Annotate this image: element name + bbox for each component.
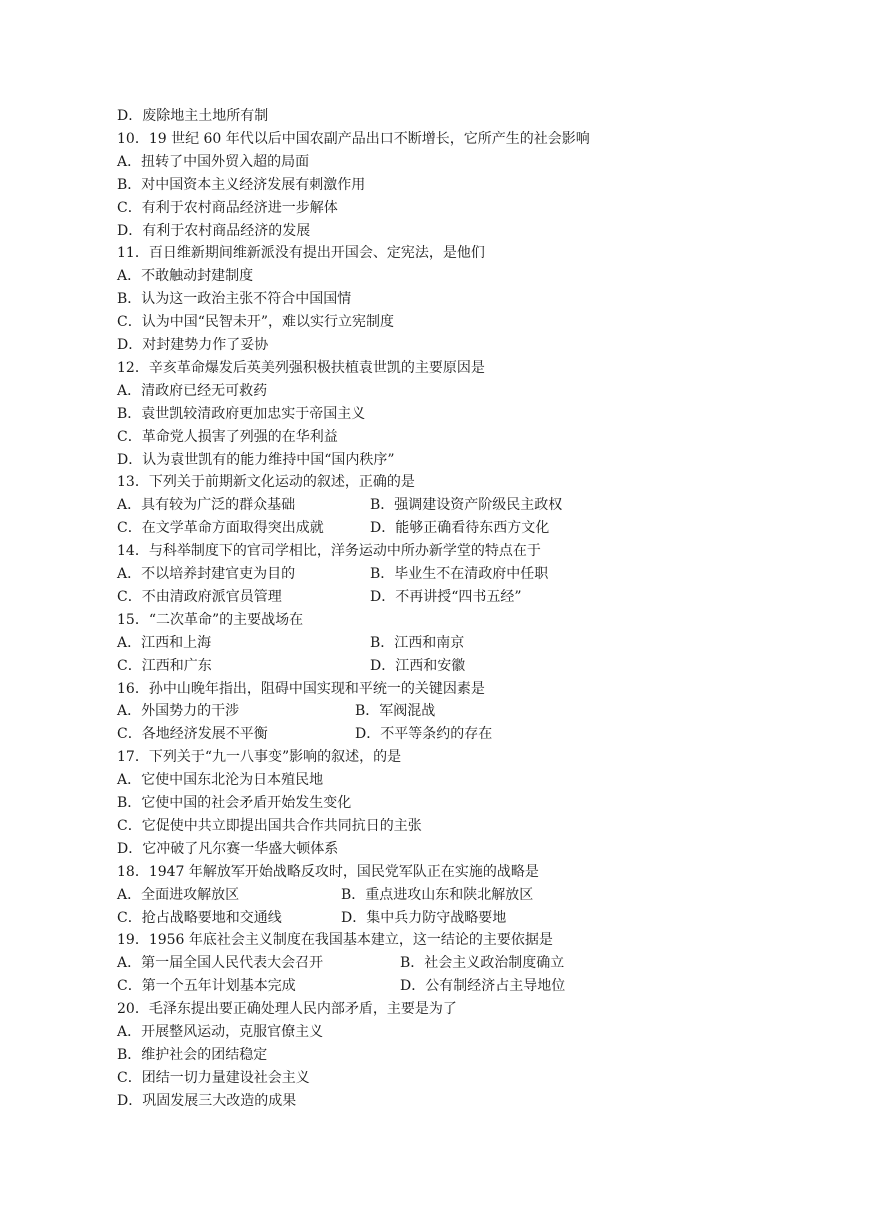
line-text: B．对中国资本主义经济发展有刺激作用 bbox=[117, 176, 366, 193]
text-line bbox=[117, 1067, 310, 1089]
line-text: C．认为中国“民智未开”，难以实行立宪制度 bbox=[117, 314, 395, 331]
line-text: D．认为袁世凯有的能力维持中国“国内秩序” bbox=[117, 451, 395, 468]
text-line bbox=[117, 746, 401, 768]
line-text: C．不由清政府派官员管理 bbox=[117, 588, 282, 605]
line-text: A．开展整风运动，克服官僚主义 bbox=[117, 1024, 324, 1040]
line-text: B．袁世凯较清政府更加忠实于帝国主义 bbox=[117, 405, 366, 422]
text-line bbox=[117, 265, 253, 287]
text-line bbox=[117, 678, 485, 700]
line-text: C．第一个五年计划基本完成 bbox=[117, 978, 296, 995]
line-text: 13．下列关于前期新文化运动的叙述，正确的是 bbox=[117, 474, 415, 491]
text-line bbox=[117, 632, 465, 654]
option-second-column: D．公有制经济占主导地位 bbox=[400, 978, 566, 995]
text-line bbox=[117, 929, 553, 951]
line-text: C．在文学革命方面取得突出成就 bbox=[117, 520, 324, 537]
text-line bbox=[117, 655, 466, 677]
line-text: B．维护社会的团结稳定 bbox=[117, 1046, 268, 1063]
text-line bbox=[117, 609, 303, 631]
text-line bbox=[117, 975, 566, 997]
text-line bbox=[117, 723, 493, 745]
line-text: A．它使中国东北沦为日本殖民地 bbox=[117, 772, 324, 789]
text-line bbox=[117, 792, 351, 814]
line-text: A．外国势力的干涉 bbox=[117, 703, 240, 720]
line-text: 19．1956 年底社会主义制度在我国基本建立，这一结论的主要依据是 bbox=[117, 932, 553, 949]
line-text: C．团结一切力量建设社会主义 bbox=[117, 1069, 310, 1086]
line-text: 18．1947 年解放军开始战略反攻时，国民党军队正在实施的战略是 bbox=[117, 863, 539, 880]
line-text: 10．19 世纪 60 年代以后中国农副产品出口不断增长，它所产生的社会影响 bbox=[117, 130, 590, 147]
line-text: A．不以培养封建官吏为目的 bbox=[117, 566, 296, 582]
text-line bbox=[117, 838, 338, 860]
text-line bbox=[117, 197, 338, 219]
line-text: C．江西和广东 bbox=[117, 657, 212, 674]
line-text: D．对封建势力作了妥协 bbox=[117, 337, 269, 353]
line-text: 15．“二次革命”的主要战场在 bbox=[117, 611, 304, 628]
text-line bbox=[117, 586, 522, 608]
option-second-column: B．江西和南京 bbox=[370, 634, 465, 651]
text-line bbox=[117, 769, 323, 791]
line-text: C．抢占战略要地和交通线 bbox=[117, 909, 282, 926]
line-text: A．清政府已经无可救药 bbox=[117, 382, 268, 399]
text-line bbox=[117, 426, 338, 448]
option-second-column: D．江西和安徽 bbox=[370, 657, 466, 674]
line-text: D．巩固发展三大改造的成果 bbox=[117, 1092, 297, 1109]
line-text: B．它使中国的社会矛盾开始发生变化 bbox=[117, 795, 352, 811]
line-text: D．它冲破了凡尔赛一华盛大顿体系 bbox=[117, 840, 339, 857]
line-text: A．江西和上海 bbox=[117, 634, 212, 651]
text-line bbox=[117, 907, 507, 929]
text-line bbox=[117, 403, 365, 425]
line-text: 11．百日维新期间维新派没有提出开国会、定宪法，是他们 bbox=[117, 245, 485, 262]
line-text: 17．下列关于“九一八事变”影响的叙述，的是 bbox=[117, 749, 402, 766]
text-line bbox=[117, 174, 365, 196]
line-text: 12．辛亥革命爆发后英美列强积极扶植袁世凯的主要原因是 bbox=[117, 359, 485, 376]
option-second-column: D．不再讲授“四书五经” bbox=[370, 588, 522, 605]
line-text: D．废除地主土地所有制 bbox=[117, 108, 269, 124]
option-second-column: D．集中兵力防守战略要地 bbox=[341, 909, 507, 926]
option-second-column: B．社会主义政治制度确立 bbox=[400, 955, 565, 972]
text-line bbox=[117, 700, 436, 722]
line-text: A．不敢触动封建制度 bbox=[117, 268, 254, 285]
text-line bbox=[117, 471, 415, 493]
option-second-column: D．不平等条约的存在 bbox=[355, 726, 493, 743]
line-text: 20．毛泽东提出要正确处理人民内部矛盾，主要是为了 bbox=[117, 1001, 457, 1018]
line-text: 16．孙中山晚年指出，阻碍中国实现和平统一的关键因素是 bbox=[117, 680, 485, 697]
text-line bbox=[117, 494, 563, 516]
line-text: A．具有较为广泛的群众基础 bbox=[117, 497, 296, 514]
line-text: D．有利于农村商品经济的发展 bbox=[117, 222, 311, 239]
text-line bbox=[117, 449, 395, 471]
line-text: A．全面进攻解放区 bbox=[117, 886, 240, 903]
text-line bbox=[117, 151, 309, 173]
text-line bbox=[117, 357, 485, 379]
text-line bbox=[117, 884, 534, 906]
line-text: 14．与科举制度下的官司学相比，洋务运动中所办新学堂的特点在于 bbox=[117, 543, 541, 560]
text-line bbox=[117, 1021, 323, 1043]
text-line bbox=[117, 128, 590, 150]
option-second-column: D．能够正确看待东西方文化 bbox=[370, 520, 550, 537]
text-line bbox=[117, 563, 549, 585]
option-second-column: B．强调建设资产阶级民主政权 bbox=[370, 497, 563, 514]
text-line bbox=[117, 1044, 267, 1066]
text-line bbox=[117, 220, 310, 242]
text-line bbox=[117, 380, 267, 402]
text-line bbox=[117, 311, 394, 333]
text-line bbox=[117, 1090, 296, 1112]
option-second-column: B．毕业生不在清政府中任职 bbox=[370, 566, 549, 582]
text-line bbox=[117, 288, 351, 310]
line-text: A．第一届全国人民代表大会召开 bbox=[117, 955, 324, 972]
text-line bbox=[117, 540, 541, 562]
text-line bbox=[117, 815, 422, 837]
text-line bbox=[117, 517, 550, 539]
text-line bbox=[117, 861, 539, 883]
text-line bbox=[117, 952, 565, 974]
line-text: C．它促使中共立即提出国共合作共同抗日的主张 bbox=[117, 817, 422, 834]
line-text: B．认为这一政治主张不符合中国国情 bbox=[117, 291, 352, 308]
line-text: C．革命党人损害了列强的在华利益 bbox=[117, 428, 338, 445]
line-text: C．有利于农村商品经济进一步解体 bbox=[117, 199, 338, 216]
text-line bbox=[117, 105, 268, 127]
line-text: C．各地经济发展不平衡 bbox=[117, 726, 268, 743]
option-second-column: B．军阀混战 bbox=[355, 703, 436, 720]
text-line bbox=[117, 998, 457, 1020]
line-text: A．扭转了中国外贸入超的局面 bbox=[117, 153, 310, 170]
option-second-column: B．重点进攻山东和陕北解放区 bbox=[341, 886, 534, 903]
text-line bbox=[117, 334, 268, 356]
text-line bbox=[117, 242, 485, 264]
